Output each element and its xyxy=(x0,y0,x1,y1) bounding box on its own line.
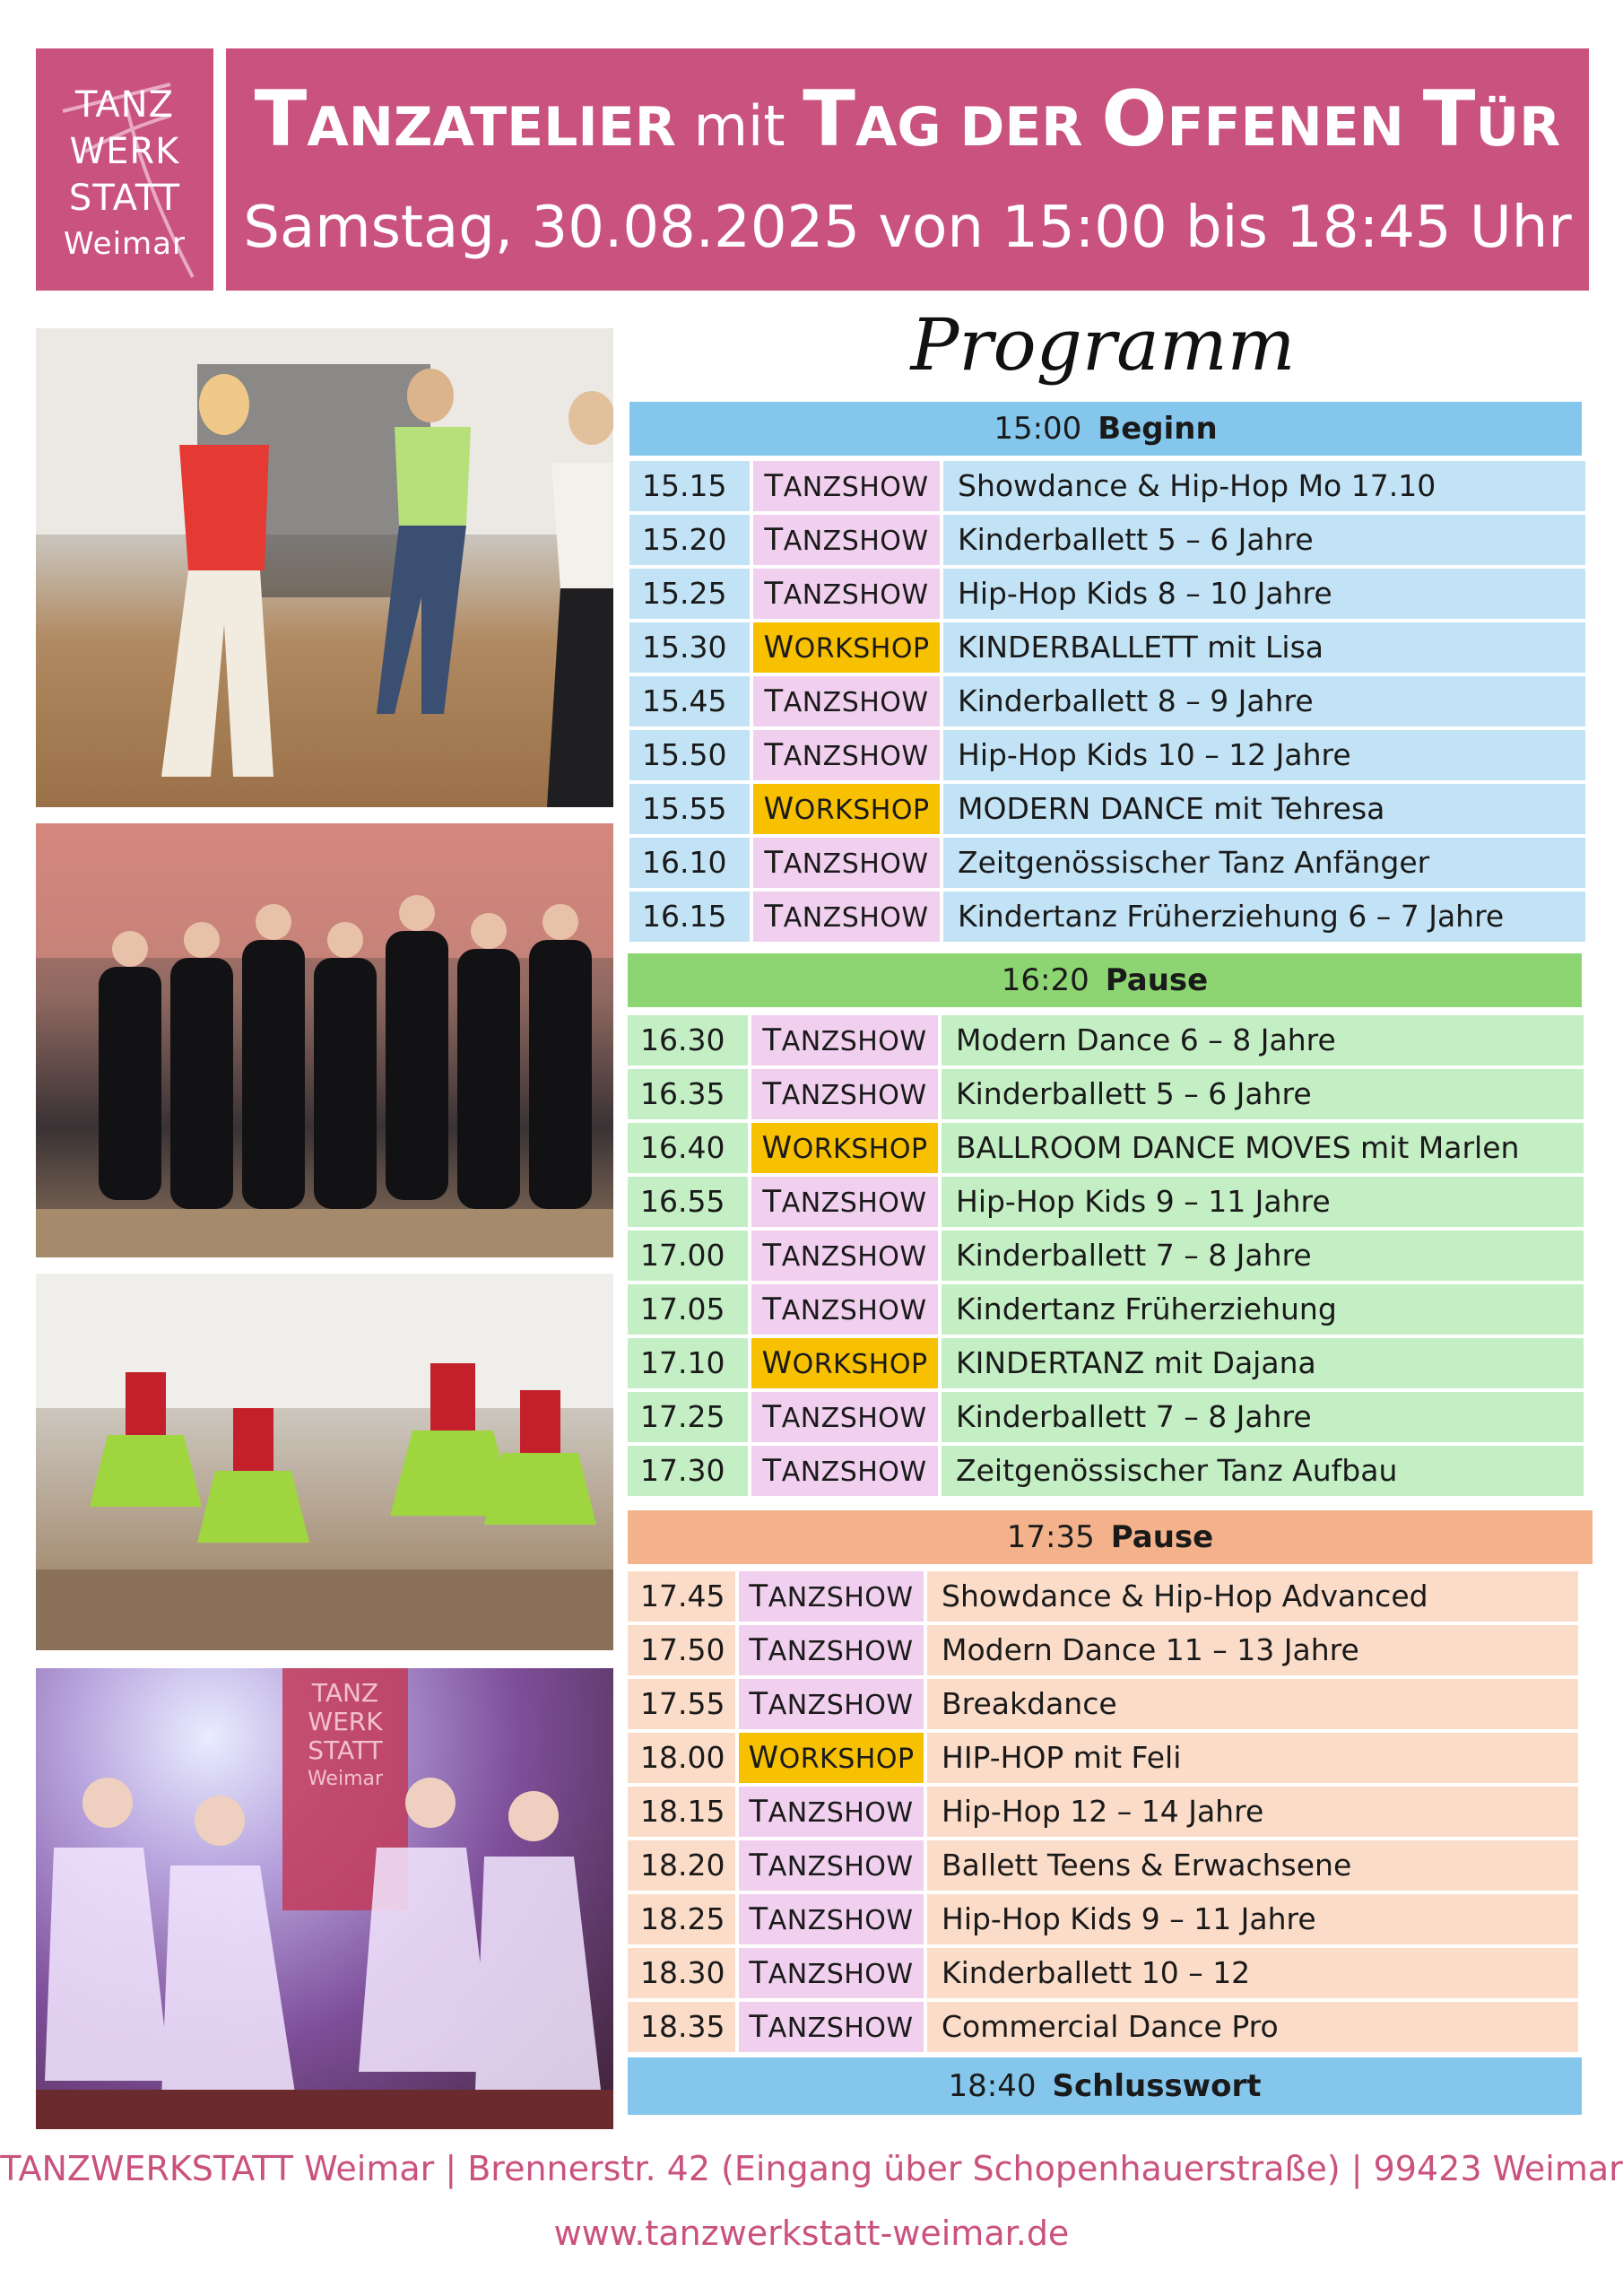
row-description: Kinderballett 7 – 8 Jahre xyxy=(942,1392,1584,1442)
row-type-cap: W xyxy=(763,791,794,827)
section-header-label: Pause xyxy=(1110,1519,1214,1555)
row-type-cap: T xyxy=(764,576,784,612)
row-type-cap: T xyxy=(762,1453,782,1489)
row-type-cap: T xyxy=(764,845,784,881)
row-type-cap: T xyxy=(762,1238,782,1274)
row-description: Kinderballett 5 – 6 Jahre xyxy=(943,515,1585,565)
row-type-tanzshow xyxy=(751,1284,938,1335)
row-type-tanzshow xyxy=(751,1177,938,1227)
row-time: 18.30 xyxy=(628,1948,735,1998)
row-type-tanzshow xyxy=(753,838,940,888)
row-type-tanzshow xyxy=(739,1679,924,1729)
row-time: 18.00 xyxy=(628,1733,735,1783)
row-time: 18.15 xyxy=(628,1787,735,1837)
row-type-rest: ANZSHOW xyxy=(768,2013,914,2044)
row-type-rest: ANZSHOW xyxy=(768,1582,914,1613)
schedule-row xyxy=(628,1338,1584,1388)
schedule-row xyxy=(628,1787,1578,1837)
row-description: MODERN DANCE mit Tehresa xyxy=(943,784,1585,834)
row-description: Kinderballett 10 – 12 xyxy=(927,1948,1578,1998)
row-description: Breakdance xyxy=(927,1679,1578,1729)
title-banner xyxy=(226,48,1589,291)
row-type-rest: ORKSHOP xyxy=(794,795,930,826)
row-description: Kinderballett 7 – 8 Jahre xyxy=(942,1231,1584,1281)
row-type-cap: T xyxy=(749,1901,768,1937)
wall-sign: TANZ WERK STATT Weimar xyxy=(307,1678,384,1790)
row-type-rest: ANZSHOW xyxy=(781,1241,927,1273)
logo-line2: WERK xyxy=(69,131,180,172)
row-type-tanzshow xyxy=(739,1948,924,1998)
row-time: 17.45 xyxy=(628,1571,735,1622)
row-description: Modern Dance 11 – 13 Jahre xyxy=(927,1625,1578,1675)
row-type-cap: T xyxy=(764,468,784,504)
row-type-tanzshow xyxy=(751,1231,938,1281)
row-description: Hip-Hop Kids 9 – 11 Jahre xyxy=(942,1177,1584,1227)
row-description: Hip-Hop 12 – 14 Jahre xyxy=(927,1787,1578,1837)
schedule-row xyxy=(629,838,1585,888)
row-description: Commercial Dance Pro xyxy=(927,2002,1578,2052)
row-type-rest: ANZSHOW xyxy=(783,526,929,557)
row-type-rest: ANZSHOW xyxy=(783,687,929,718)
schedule-row xyxy=(628,2002,1578,2052)
event-title: TANZATELIER mit TAG DER OFFENEN TÜR xyxy=(254,74,1561,164)
row-description: Modern Dance 6 – 8 Jahre xyxy=(942,1015,1584,1065)
schedule-row xyxy=(628,1446,1584,1496)
schedule-row xyxy=(628,1392,1584,1442)
logo xyxy=(36,48,213,291)
row-type-cap: T xyxy=(764,737,784,773)
row-type-tanzshow xyxy=(751,1015,938,1065)
row-type-cap: T xyxy=(764,899,784,935)
row-description: Hip-Hop Kids 8 – 10 Jahre xyxy=(943,569,1585,619)
row-type-rest: ORKSHOP xyxy=(792,1134,928,1165)
row-type-cap: W xyxy=(763,630,794,665)
schedule-row xyxy=(629,569,1585,619)
row-time: 15.50 xyxy=(629,730,750,780)
row-time: 15.25 xyxy=(629,569,750,619)
row-description: Showdance & Hip-Hop Advanced xyxy=(927,1571,1578,1622)
row-description: Showdance & Hip-Hop Mo 17.10 xyxy=(943,461,1585,511)
schedule-row xyxy=(629,891,1585,942)
row-time: 16.55 xyxy=(628,1177,748,1227)
section-header-time: 16:20 xyxy=(1001,962,1089,998)
row-time: 18.20 xyxy=(628,1840,735,1891)
schedule-row xyxy=(628,1679,1578,1729)
schedule-row xyxy=(629,676,1585,726)
row-time: 17.25 xyxy=(628,1392,748,1442)
logo-line1: TANZ xyxy=(74,84,174,126)
section-header xyxy=(628,953,1582,1007)
row-time: 15.55 xyxy=(629,784,750,834)
row-description: Kindertanz Früherziehung xyxy=(942,1284,1584,1335)
schedule-row xyxy=(628,1177,1584,1227)
row-type-cap: T xyxy=(749,1848,768,1883)
row-description: KINDERTANZ mit Dajana xyxy=(942,1338,1584,1388)
row-type-rest: ANZSHOW xyxy=(783,472,929,503)
schedule-row xyxy=(628,1231,1584,1281)
row-description: Hip-Hop Kids 10 – 12 Jahre xyxy=(943,730,1585,780)
schedule-row xyxy=(628,1840,1578,1891)
row-description: Ballett Teens & Erwachsene xyxy=(927,1840,1578,1891)
row-type-rest: ANZSHOW xyxy=(781,1295,927,1326)
row-time: 17.10 xyxy=(628,1338,748,1388)
row-type-rest: ORKSHOP xyxy=(794,633,930,665)
row-type-rest: ANZSHOW xyxy=(783,848,929,880)
row-description: KINDERBALLETT mit Lisa xyxy=(943,622,1585,673)
row-type-workshop xyxy=(751,1123,938,1173)
row-type-rest: ANZSHOW xyxy=(768,1690,914,1721)
row-type-cap: W xyxy=(761,1130,793,1166)
row-type-cap: T xyxy=(762,1399,782,1435)
row-type-cap: T xyxy=(749,2009,768,2045)
schedule-row xyxy=(628,1948,1578,1998)
photo2-shapes xyxy=(36,823,613,1257)
row-time: 17.55 xyxy=(628,1679,735,1729)
row-time: 15.15 xyxy=(629,461,750,511)
schedule-row xyxy=(629,461,1585,511)
row-type-tanzshow xyxy=(751,1069,938,1119)
row-description: Kindertanz Früherziehung 6 – 7 Jahre xyxy=(943,891,1585,942)
row-type-cap: T xyxy=(762,1184,782,1220)
row-type-cap: T xyxy=(749,1578,768,1614)
schedule-row xyxy=(629,784,1585,834)
row-time: 15.30 xyxy=(629,622,750,673)
photo1-shapes xyxy=(36,328,613,807)
row-time: 16.10 xyxy=(629,838,750,888)
schedule-row xyxy=(628,1069,1584,1119)
schedule-row xyxy=(628,1733,1578,1783)
row-type-tanzshow xyxy=(739,1625,924,1675)
row-description: Zeitgenössischer Tanz Aufbau xyxy=(942,1446,1584,1496)
row-type-rest: ANZSHOW xyxy=(768,1905,914,1936)
row-type-rest: ANZSHOW xyxy=(768,1851,914,1883)
row-type-tanzshow xyxy=(751,1446,938,1496)
row-type-rest: ANZSHOW xyxy=(781,1403,927,1434)
row-type-tanzshow xyxy=(753,569,940,619)
photo3-shapes xyxy=(36,1274,613,1650)
section-header xyxy=(628,1510,1593,1564)
event-date: Samstag, 30.08.2025 von 15:00 bis 18:45 Uhr xyxy=(243,195,1572,261)
row-type-rest: ANZSHOW xyxy=(768,1797,914,1829)
row-type-cap: T xyxy=(764,522,784,558)
row-time: 18.35 xyxy=(628,2002,735,2052)
row-type-cap: T xyxy=(749,1686,768,1722)
schedule-row xyxy=(628,1015,1584,1065)
section-header-label: Beginn xyxy=(1098,411,1218,447)
row-time: 15.20 xyxy=(629,515,750,565)
row-description: Kinderballett 5 – 6 Jahre xyxy=(942,1069,1584,1119)
row-time: 16.40 xyxy=(628,1123,748,1173)
logo-line4: Weimar xyxy=(64,226,186,262)
row-type-cap: T xyxy=(762,1076,782,1112)
row-type-tanzshow xyxy=(739,1571,924,1622)
row-type-rest: ANZSHOW xyxy=(768,1636,914,1667)
row-type-tanzshow xyxy=(739,1894,924,1944)
row-time: 18.25 xyxy=(628,1894,735,1944)
row-type-tanzshow xyxy=(739,1787,924,1837)
schedule-row xyxy=(629,515,1585,565)
row-description: Hip-Hop Kids 9 – 11 Jahre xyxy=(927,1894,1578,1944)
row-type-rest: ANZSHOW xyxy=(781,1026,927,1057)
row-type-cap: T xyxy=(749,1632,768,1668)
photo-dancing-adults xyxy=(36,328,613,807)
row-time: 17.30 xyxy=(628,1446,748,1496)
closing-header xyxy=(628,2057,1582,2115)
row-description: BALLROOM DANCE MOVES mit Marlen xyxy=(942,1123,1584,1173)
row-description: Kinderballett 8 – 9 Jahre xyxy=(943,676,1585,726)
photo-dance-group xyxy=(36,823,613,1257)
row-type-cap: T xyxy=(749,1794,768,1830)
schedule-row xyxy=(628,1284,1584,1335)
row-type-tanzshow xyxy=(753,461,940,511)
logo-line3: STATT xyxy=(68,178,181,219)
schedule-row xyxy=(629,730,1585,780)
row-description: Zeitgenössischer Tanz Anfänger xyxy=(943,838,1585,888)
footer-website[interactable]: www.tanzwerkstatt-weimar.de xyxy=(553,2213,1070,2253)
row-type-tanzshow xyxy=(739,2002,924,2052)
section-header-time: 17:35 xyxy=(1006,1519,1095,1555)
row-type-workshop xyxy=(751,1338,938,1388)
schedule-row xyxy=(629,622,1585,673)
row-type-cap: W xyxy=(761,1345,793,1381)
schedule-row xyxy=(628,1894,1578,1944)
row-type-tanzshow xyxy=(753,730,940,780)
schedule-row xyxy=(628,1123,1584,1173)
row-type-cap: T xyxy=(764,683,784,719)
schedule-row xyxy=(628,1625,1578,1675)
closing-label: Schlusswort xyxy=(1052,2068,1262,2104)
row-type-workshop xyxy=(739,1733,924,1783)
row-type-rest: ANZSHOW xyxy=(781,1187,927,1219)
row-time: 16.15 xyxy=(629,891,750,942)
row-type-tanzshow xyxy=(753,891,940,942)
row-type-rest: ANZSHOW xyxy=(783,579,929,611)
row-type-rest: ANZSHOW xyxy=(783,741,929,772)
row-type-tanzshow xyxy=(753,515,940,565)
section-header-label: Pause xyxy=(1105,962,1209,998)
row-type-cap: T xyxy=(749,1955,768,1991)
section-header xyxy=(629,402,1582,456)
footer-address: TANZWERKSTATT Weimar | Brennerstr. 42 (Eingang über Schopenhauerstraße) | 99423 Weimar xyxy=(0,2149,1623,2188)
row-type-cap: T xyxy=(762,1022,782,1058)
row-type-workshop xyxy=(753,622,940,673)
photo-kids-light-costumes xyxy=(36,1668,613,2129)
row-type-rest: ORKSHOP xyxy=(778,1744,915,1775)
row-type-rest: ANZSHOW xyxy=(783,902,929,934)
row-time: 16.35 xyxy=(628,1069,748,1119)
programm-heading: Programm xyxy=(910,303,1296,387)
row-type-rest: ANZSHOW xyxy=(781,1080,927,1111)
row-description: HIP-HOP mit Feli xyxy=(927,1733,1578,1783)
row-type-tanzshow xyxy=(751,1392,938,1442)
row-time: 17.50 xyxy=(628,1625,735,1675)
row-time: 16.30 xyxy=(628,1015,748,1065)
row-type-rest: ANZSHOW xyxy=(781,1457,927,1488)
row-type-cap: T xyxy=(762,1292,782,1327)
row-time: 15.45 xyxy=(629,676,750,726)
section-header-time: 15:00 xyxy=(994,411,1082,447)
row-type-rest: ORKSHOP xyxy=(792,1349,928,1380)
row-type-tanzshow xyxy=(753,676,940,726)
closing-time: 18:40 xyxy=(948,2068,1037,2104)
schedule-row xyxy=(628,1571,1578,1622)
row-time: 17.05 xyxy=(628,1284,748,1335)
row-time: 17.00 xyxy=(628,1231,748,1281)
row-type-cap: W xyxy=(748,1740,779,1776)
row-type-tanzshow xyxy=(739,1840,924,1891)
row-type-rest: ANZSHOW xyxy=(768,1959,914,1990)
row-type-workshop xyxy=(753,784,940,834)
photo-kids-green-skirts xyxy=(36,1274,613,1650)
